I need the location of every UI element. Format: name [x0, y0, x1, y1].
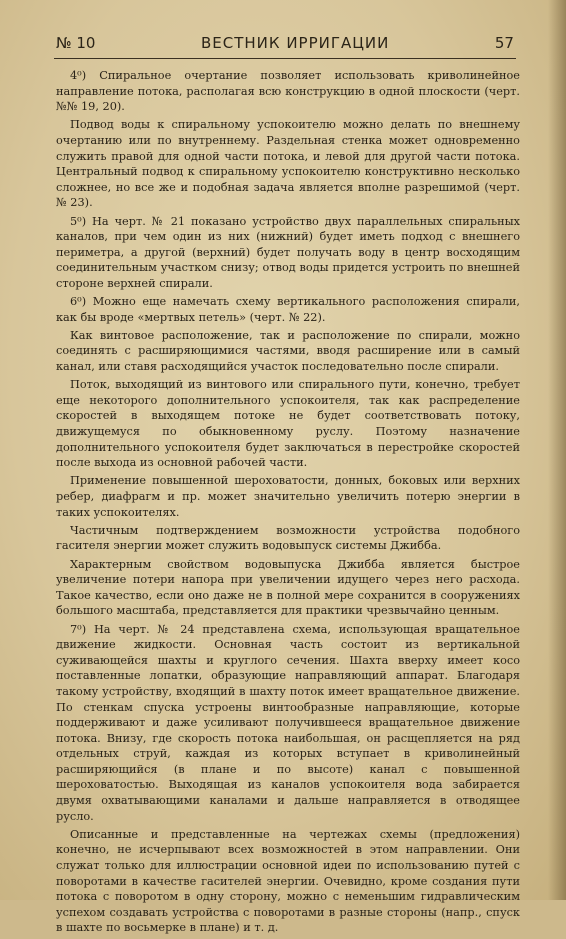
- paragraph: 6⁰) Можно еще намечать схему вертикального расположения спирали, как бы вроде «мертвых петель» (черт. № 22).: [56, 295, 520, 324]
- paragraph: Применение повышенной шероховатости, донных, боковых или верхних ребер, диафрагм и пр. может значительно увеличить потерю энергии в таких успокоителях.: [56, 474, 520, 519]
- article-body: [56, 68, 520, 939]
- paragraph: Поток, выходящий из винтового или спирального пути, конечно, требует еще некоторого дополнительного успокоителя, так как распределение скоростей в выходящем потоке не будет соответствовать потоку, движущемуся по обыкновенному руслу. Поэтому назначение дополнительного успокоителя будет заключаться в перестройке скоростей после выхода из основной рабочей части.: [56, 378, 520, 470]
- running-header: [56, 34, 514, 56]
- page-edge-shadow: [548, 0, 566, 900]
- paragraph: Как винтовое расположение, так и расположение по спирали, можно соединять с расширяющимися частями, вводя расширение или в самый канал, или ставя расходящийся участок последовательно после спирали.: [56, 328, 520, 374]
- issue-number: № 10: [56, 34, 96, 52]
- paragraph: 7⁰) На черт. № 24 представлена схема, использующая вращательное движение жидкости. Основная часть состоит из вертикальной суживающейся шахты и круглого сечения. Шахта вверху имеет косо поставленные лопатки, образующие направляющий аппарат. Благодаря такому устройству, входящий в шахту поток имеет вращательное движение. По стенкам спуска устроены винтообразные направляющие, которые поддерживают и даже усиливают получившееся вращательное движение потока. Внизу, где скорость потока наибольшая, он расщепляется на ряд отдельных струй, каждая из которых вступает в криволинейный расширяющийся (в плане и по высоте) канал с повышенной шероховатостью. Выходящая из каналов успокоителя вода забирается двумя охватывающими каналами и дальше направляется в отводящее русло.: [56, 622, 520, 823]
- header-rule: [54, 58, 516, 59]
- journal-title: ВЕСТНИК ИРРИГАЦИИ: [201, 34, 390, 52]
- paragraph: Характерным свойством водовыпуска Джибба является быстрое увеличение потери напора при увеличении идущего через него расхода. Такое качество, если оно даже не в полной мере сохранится в сооружениях большого масштаба, представляется для практики чрезвычайно ценным.: [56, 557, 520, 618]
- paragraph: Описанные и представленные на чертежах схемы (предложения) конечно, не исчерпывают всех возможностей в этом направлении. Они служат только для иллюстрации основной идеи по использованию путей с поворотами в качестве гасителей энергии. Очевидно, кроме создания пути потока с поворотом в одну сторону, можно с неменьшим гидравлическим успехом создавать устройства с поворотами в разные стороны (напр., спуск в шахте по восьмерке в плане) и т. д.: [56, 827, 520, 935]
- page-number: 57: [494, 34, 514, 52]
- paragraph: 4⁰) Спиральное очертание позволяет использовать криволинейное направление потока, располагая всю конструкцию в одной плоскости (черт. №№ 19, 20).: [56, 69, 520, 114]
- paragraph: Частичным подтверждением возможности устройства подобного гасителя энергии может служить водовыпуск системы Джибба.: [56, 523, 520, 553]
- paragraph: 5⁰) На черт. № 21 показано устройство двух параллельных спиральных каналов, при чем один из них (нижний) будет иметь подход с внешнего периметра, а другой (верхний) будет получать воду в центр восходящим соединительным участком снизу; отвод воды придется устроить по внешней стороне верхней спирали.: [56, 214, 520, 290]
- paragraph: Подвод воды к спиральному успокоителю можно делать по внешнему очертанию или по внутреннему. Раздельная стенка может одновременно служить правой для одной части потока, и левой для другой части потока. Центральный подвод к спиральному успокоителю конструктивно несколько сложнее, но все же и подобная задача является вполне разрешимой (черт. № 23).: [56, 118, 520, 210]
